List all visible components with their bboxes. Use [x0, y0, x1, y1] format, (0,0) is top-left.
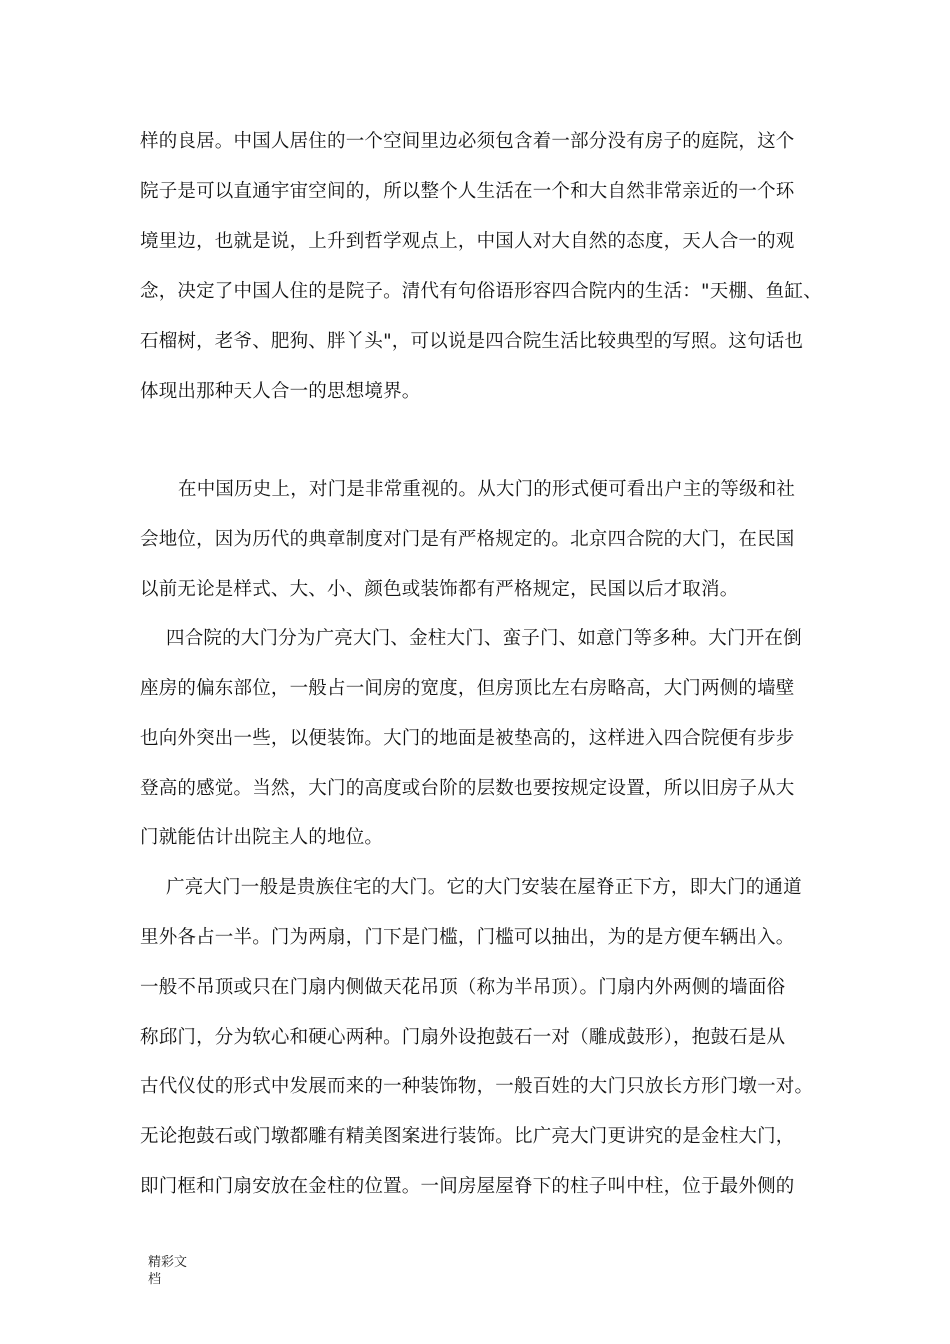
text-line: 也向外突出一些，以便装饰。大门的地面是被垫高的，这样进入四合院便有步步 [140, 728, 795, 749]
text-line: 登高的感觉。当然，大门的高度或台阶的层数也要按规定设置，所以旧房子从大 [140, 778, 795, 799]
text-line: 即门框和门扇安放在金柱的位置。一间房屋屋脊下的柱子叫中柱，位于最外侧的 [140, 1176, 795, 1197]
text-line: 境里边，也就是说，上升到哲学观点上，中国人对大自然的态度，天人合一的观 [140, 231, 795, 252]
text-line: 念，决定了中国人住的是院子。清代有句俗语形容四合院内的生活："天棚、鱼缸、 [140, 281, 822, 302]
text-line: 石榴树，老爷、肥狗、胖丫头"，可以说是四合院生活比较典型的写照。这句话也 [140, 331, 804, 352]
text-line: 座房的偏东部位，一般占一间房的宽度，但房顶比左右房略高，大门两侧的墙壁 [140, 678, 795, 699]
text-line: 会地位，因为历代的典章制度对门是有严格规定的。北京四合院的大门，在民国 [140, 529, 795, 550]
paragraph-first-line: 广亮大门一般是贵族住宅的大门。它的大门安装在屋脊正下方，即大门的通道 [166, 877, 802, 898]
text-line: 里外各占一半。门为两扇，门下是门槛，门槛可以抽出，为的是方便车辆出入。 [140, 927, 795, 948]
text-line: 一般不吊顶或只在门扇内侧做天花吊顶（称为半吊顶）。门扇内外两侧的墙面俗 [140, 977, 786, 998]
footer-line: 精彩文 [148, 1255, 188, 1270]
footer-line: 档 [148, 1272, 162, 1287]
text-line: 以前无论是样式、大、小、颜色或装饰都有严格规定，民国以后才取消。 [140, 579, 739, 600]
text-line: 门就能估计出院主人的地位。 [140, 827, 384, 848]
paragraph-first-line: 四合院的大门分为广亮大门、金柱大门、蛮子门、如意门等多种。大门开在倒 [166, 628, 802, 649]
text-line: 院子是可以直通宇宙空间的，所以整个人生活在一个和大自然非常亲近的一个环 [140, 181, 795, 202]
page-footer [148, 1254, 198, 1288]
text-line: 无论抱鼓石或门墩都雕有精美图案进行装饰。比广亮大门更讲究的是金柱大门， [140, 1126, 795, 1147]
text-line: 样的良居。中国人居住的一个空间里边必须包含着一部分没有房子的庭院，这个 [140, 131, 795, 152]
paragraph-first-line: 在中国历史上，对门是非常重视的。从大门的形式便可看出户主的等级和社 [178, 479, 796, 500]
text-line: 体现出那种天人合一的思想境界。 [140, 381, 421, 402]
text-line: 古代仪仗的形式中发展而来的一种装饰物，一般百姓的大门只放长方形门墩一对。 [140, 1076, 814, 1097]
text-line: 称邱门，分为软心和硬心两种。门扇外设抱鼓石一对（雕成鼓形），抱鼓石是从 [140, 1027, 786, 1048]
